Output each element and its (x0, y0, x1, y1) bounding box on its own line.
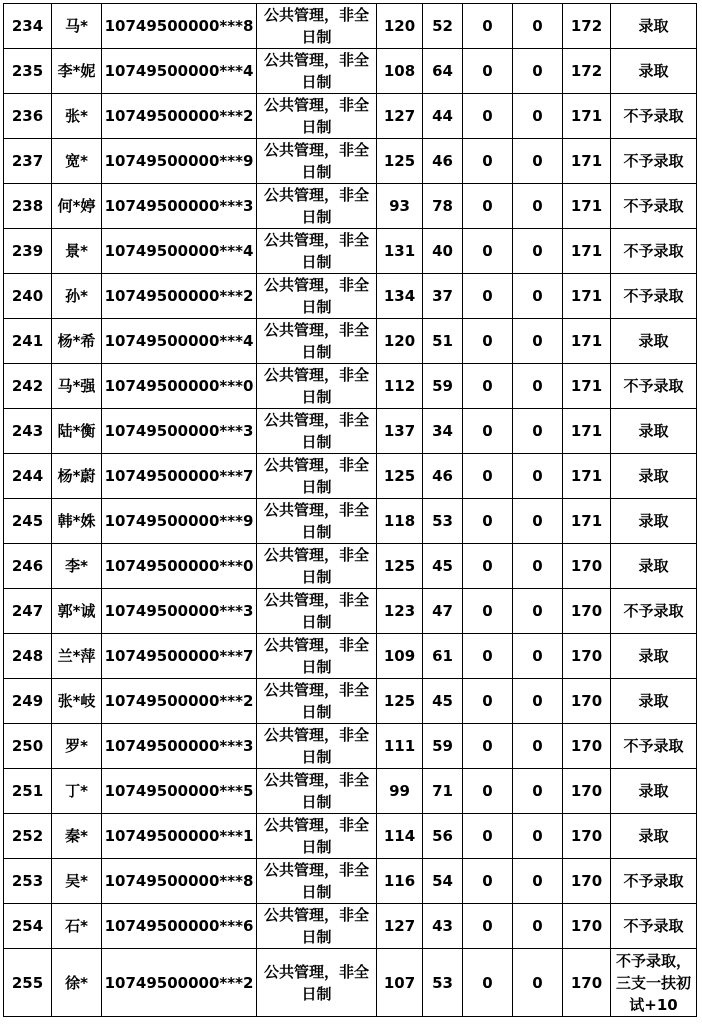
score-3-cell: 0 (463, 769, 513, 814)
admission-results-table (3, 3, 697, 1017)
score-1-cell: 107 (377, 949, 423, 1017)
candidate-name-cell: 张*岐 (52, 679, 102, 724)
admission-result-cell: 不予录取 (611, 229, 697, 274)
score-4-cell: 0 (513, 454, 563, 499)
major-cell: 公共管理，非全日制 (257, 499, 377, 544)
row-number-cell: 234 (4, 4, 52, 49)
row-number-cell: 243 (4, 409, 52, 454)
score-2-cell: 46 (423, 454, 463, 499)
table-row (4, 274, 697, 319)
score-1-cell: 123 (377, 589, 423, 634)
score-4-cell: 0 (513, 769, 563, 814)
score-2-cell: 43 (423, 904, 463, 949)
score-4-cell: 0 (513, 634, 563, 679)
candidate-name-cell: 李*妮 (52, 49, 102, 94)
admission-result-cell: 不予录取 (611, 364, 697, 409)
row-number-cell: 255 (4, 949, 52, 1017)
candidate-name-cell: 郭*诚 (52, 589, 102, 634)
candidate-id-cell: 10749500000***4 (102, 319, 257, 364)
candidate-name-cell: 秦* (52, 814, 102, 859)
table-body (4, 4, 697, 1017)
score-1-cell: 111 (377, 724, 423, 769)
candidate-name-cell: 宽* (52, 139, 102, 184)
major-cell: 公共管理，非全日制 (257, 724, 377, 769)
major-cell: 公共管理，非全日制 (257, 94, 377, 139)
candidate-id-cell: 10749500000***0 (102, 544, 257, 589)
major-cell: 公共管理，非全日制 (257, 769, 377, 814)
score-4-cell: 0 (513, 544, 563, 589)
admission-result-cell: 录取 (611, 634, 697, 679)
admission-result-cell: 不予录取，三支一扶初试+10 (611, 949, 697, 1017)
table-row (4, 589, 697, 634)
score-2-cell: 45 (423, 544, 463, 589)
admission-result-cell: 录取 (611, 544, 697, 589)
candidate-id-cell: 10749500000***8 (102, 4, 257, 49)
major-cell: 公共管理，非全日制 (257, 49, 377, 94)
score-3-cell: 0 (463, 904, 513, 949)
candidate-id-cell: 10749500000***3 (102, 409, 257, 454)
row-number-cell: 247 (4, 589, 52, 634)
total-score-cell: 171 (563, 274, 611, 319)
row-number-cell: 246 (4, 544, 52, 589)
score-1-cell: 99 (377, 769, 423, 814)
score-1-cell: 131 (377, 229, 423, 274)
candidate-name-cell: 陆*衡 (52, 409, 102, 454)
table-row (4, 544, 697, 589)
candidate-id-cell: 10749500000***8 (102, 859, 257, 904)
row-number-cell: 241 (4, 319, 52, 364)
candidate-id-cell: 10749500000***9 (102, 139, 257, 184)
admission-result-cell: 不予录取 (611, 139, 697, 184)
total-score-cell: 171 (563, 94, 611, 139)
major-cell: 公共管理，非全日制 (257, 319, 377, 364)
table-row (4, 229, 697, 274)
candidate-name-cell: 兰*萍 (52, 634, 102, 679)
score-3-cell: 0 (463, 139, 513, 184)
score-1-cell: 137 (377, 409, 423, 454)
total-score-cell: 171 (563, 184, 611, 229)
score-1-cell: 108 (377, 49, 423, 94)
major-cell: 公共管理，非全日制 (257, 589, 377, 634)
candidate-id-cell: 10749500000***7 (102, 634, 257, 679)
admission-result-cell: 录取 (611, 769, 697, 814)
score-2-cell: 40 (423, 229, 463, 274)
score-3-cell: 0 (463, 949, 513, 1017)
candidate-id-cell: 10749500000***7 (102, 454, 257, 499)
score-1-cell: 109 (377, 634, 423, 679)
score-2-cell: 59 (423, 724, 463, 769)
score-3-cell: 0 (463, 4, 513, 49)
major-cell: 公共管理，非全日制 (257, 4, 377, 49)
candidate-id-cell: 10749500000***2 (102, 94, 257, 139)
candidate-name-cell: 徐* (52, 949, 102, 1017)
major-cell: 公共管理，非全日制 (257, 814, 377, 859)
score-3-cell: 0 (463, 94, 513, 139)
score-2-cell: 45 (423, 679, 463, 724)
row-number-cell: 250 (4, 724, 52, 769)
table-row (4, 859, 697, 904)
score-1-cell: 116 (377, 859, 423, 904)
total-score-cell: 170 (563, 724, 611, 769)
admission-result-cell: 录取 (611, 319, 697, 364)
score-1-cell: 125 (377, 454, 423, 499)
score-2-cell: 51 (423, 319, 463, 364)
row-number-cell: 236 (4, 94, 52, 139)
score-3-cell: 0 (463, 589, 513, 634)
score-3-cell: 0 (463, 679, 513, 724)
row-number-cell: 235 (4, 49, 52, 94)
score-4-cell: 0 (513, 364, 563, 409)
score-2-cell: 47 (423, 589, 463, 634)
candidate-name-cell: 马* (52, 4, 102, 49)
score-2-cell: 61 (423, 634, 463, 679)
major-cell: 公共管理，非全日制 (257, 679, 377, 724)
candidate-id-cell: 10749500000***9 (102, 499, 257, 544)
score-1-cell: 118 (377, 499, 423, 544)
total-score-cell: 172 (563, 4, 611, 49)
major-cell: 公共管理，非全日制 (257, 859, 377, 904)
candidate-name-cell: 杨*蔚 (52, 454, 102, 499)
candidate-id-cell: 10749500000***2 (102, 679, 257, 724)
score-4-cell: 0 (513, 319, 563, 364)
admission-result-cell: 录取 (611, 499, 697, 544)
total-score-cell: 171 (563, 364, 611, 409)
total-score-cell: 171 (563, 139, 611, 184)
score-2-cell: 71 (423, 769, 463, 814)
admission-result-cell: 不予录取 (611, 724, 697, 769)
admission-result-cell: 录取 (611, 814, 697, 859)
total-score-cell: 171 (563, 229, 611, 274)
candidate-name-cell: 张* (52, 94, 102, 139)
score-3-cell: 0 (463, 499, 513, 544)
candidate-id-cell: 10749500000***3 (102, 184, 257, 229)
total-score-cell: 171 (563, 409, 611, 454)
candidate-id-cell: 10749500000***4 (102, 229, 257, 274)
row-number-cell: 244 (4, 454, 52, 499)
table-row (4, 49, 697, 94)
score-2-cell: 59 (423, 364, 463, 409)
total-score-cell: 171 (563, 499, 611, 544)
score-2-cell: 64 (423, 49, 463, 94)
major-cell: 公共管理，非全日制 (257, 544, 377, 589)
score-3-cell: 0 (463, 49, 513, 94)
major-cell: 公共管理，非全日制 (257, 409, 377, 454)
row-number-cell: 237 (4, 139, 52, 184)
table-row (4, 904, 697, 949)
score-1-cell: 120 (377, 4, 423, 49)
score-4-cell: 0 (513, 679, 563, 724)
total-score-cell: 170 (563, 814, 611, 859)
score-4-cell: 0 (513, 724, 563, 769)
candidate-id-cell: 10749500000***4 (102, 49, 257, 94)
table-row (4, 769, 697, 814)
major-cell: 公共管理，非全日制 (257, 274, 377, 319)
total-score-cell: 170 (563, 904, 611, 949)
score-4-cell: 0 (513, 499, 563, 544)
score-3-cell: 0 (463, 184, 513, 229)
total-score-cell: 170 (563, 859, 611, 904)
score-3-cell: 0 (463, 859, 513, 904)
table-row (4, 184, 697, 229)
score-1-cell: 112 (377, 364, 423, 409)
table-row (4, 679, 697, 724)
score-1-cell: 93 (377, 184, 423, 229)
admission-result-cell: 不予录取 (611, 904, 697, 949)
score-2-cell: 46 (423, 139, 463, 184)
row-number-cell: 238 (4, 184, 52, 229)
score-1-cell: 134 (377, 274, 423, 319)
admission-result-cell: 录取 (611, 49, 697, 94)
row-number-cell: 240 (4, 274, 52, 319)
score-2-cell: 53 (423, 499, 463, 544)
table-row (4, 409, 697, 454)
score-4-cell: 0 (513, 184, 563, 229)
major-cell: 公共管理，非全日制 (257, 139, 377, 184)
score-3-cell: 0 (463, 634, 513, 679)
candidate-id-cell: 10749500000***2 (102, 949, 257, 1017)
score-2-cell: 56 (423, 814, 463, 859)
row-number-cell: 248 (4, 634, 52, 679)
candidate-name-cell: 吴* (52, 859, 102, 904)
score-4-cell: 0 (513, 229, 563, 274)
score-3-cell: 0 (463, 364, 513, 409)
score-3-cell: 0 (463, 454, 513, 499)
score-4-cell: 0 (513, 4, 563, 49)
table-row (4, 94, 697, 139)
candidate-id-cell: 10749500000***2 (102, 274, 257, 319)
major-cell: 公共管理，非全日制 (257, 364, 377, 409)
major-cell: 公共管理，非全日制 (257, 634, 377, 679)
score-4-cell: 0 (513, 589, 563, 634)
score-1-cell: 125 (377, 679, 423, 724)
admission-result-cell: 不予录取 (611, 94, 697, 139)
score-4-cell: 0 (513, 94, 563, 139)
candidate-id-cell: 10749500000***0 (102, 364, 257, 409)
score-4-cell: 0 (513, 139, 563, 184)
row-number-cell: 252 (4, 814, 52, 859)
score-1-cell: 120 (377, 319, 423, 364)
candidate-name-cell: 罗* (52, 724, 102, 769)
table-row (4, 634, 697, 679)
score-4-cell: 0 (513, 859, 563, 904)
row-number-cell: 251 (4, 769, 52, 814)
table-row (4, 499, 697, 544)
candidate-id-cell: 10749500000***5 (102, 769, 257, 814)
row-number-cell: 245 (4, 499, 52, 544)
candidate-name-cell: 马*强 (52, 364, 102, 409)
row-number-cell: 242 (4, 364, 52, 409)
total-score-cell: 170 (563, 544, 611, 589)
total-score-cell: 170 (563, 679, 611, 724)
score-4-cell: 0 (513, 814, 563, 859)
score-1-cell: 127 (377, 904, 423, 949)
score-1-cell: 125 (377, 139, 423, 184)
major-cell: 公共管理，非全日制 (257, 904, 377, 949)
candidate-id-cell: 10749500000***3 (102, 589, 257, 634)
total-score-cell: 170 (563, 634, 611, 679)
row-number-cell: 239 (4, 229, 52, 274)
score-2-cell: 37 (423, 274, 463, 319)
total-score-cell: 170 (563, 949, 611, 1017)
score-2-cell: 54 (423, 859, 463, 904)
score-2-cell: 78 (423, 184, 463, 229)
score-3-cell: 0 (463, 319, 513, 364)
admission-result-cell: 录取 (611, 409, 697, 454)
candidate-id-cell: 10749500000***6 (102, 904, 257, 949)
total-score-cell: 172 (563, 49, 611, 94)
admission-result-cell: 不予录取 (611, 589, 697, 634)
candidate-name-cell: 孙* (52, 274, 102, 319)
candidate-name-cell: 李* (52, 544, 102, 589)
admission-result-cell: 不予录取 (611, 859, 697, 904)
score-2-cell: 52 (423, 4, 463, 49)
score-3-cell: 0 (463, 229, 513, 274)
major-cell: 公共管理，非全日制 (257, 229, 377, 274)
table-row (4, 4, 697, 49)
total-score-cell: 170 (563, 589, 611, 634)
table-row (4, 364, 697, 409)
score-1-cell: 127 (377, 94, 423, 139)
score-1-cell: 125 (377, 544, 423, 589)
admission-result-cell: 录取 (611, 454, 697, 499)
row-number-cell: 254 (4, 904, 52, 949)
row-number-cell: 253 (4, 859, 52, 904)
candidate-id-cell: 10749500000***3 (102, 724, 257, 769)
score-2-cell: 53 (423, 949, 463, 1017)
candidate-id-cell: 10749500000***1 (102, 814, 257, 859)
score-2-cell: 34 (423, 409, 463, 454)
score-4-cell: 0 (513, 904, 563, 949)
score-3-cell: 0 (463, 544, 513, 589)
score-3-cell: 0 (463, 814, 513, 859)
admission-result-cell: 录取 (611, 4, 697, 49)
score-3-cell: 0 (463, 274, 513, 319)
score-3-cell: 0 (463, 724, 513, 769)
table-row (4, 319, 697, 364)
row-number-cell: 249 (4, 679, 52, 724)
candidate-name-cell: 何*婷 (52, 184, 102, 229)
admission-result-cell: 不予录取 (611, 274, 697, 319)
score-4-cell: 0 (513, 49, 563, 94)
score-4-cell: 0 (513, 274, 563, 319)
table-row (4, 949, 697, 1017)
major-cell: 公共管理，非全日制 (257, 454, 377, 499)
score-2-cell: 44 (423, 94, 463, 139)
table-row (4, 454, 697, 499)
table-row (4, 814, 697, 859)
admission-result-cell: 不予录取 (611, 184, 697, 229)
candidate-name-cell: 景* (52, 229, 102, 274)
admission-result-cell: 录取 (611, 679, 697, 724)
score-3-cell: 0 (463, 409, 513, 454)
total-score-cell: 170 (563, 769, 611, 814)
total-score-cell: 171 (563, 454, 611, 499)
candidate-name-cell: 丁* (52, 769, 102, 814)
score-4-cell: 0 (513, 949, 563, 1017)
table-row (4, 724, 697, 769)
candidate-name-cell: 杨*希 (52, 319, 102, 364)
table-row (4, 139, 697, 184)
major-cell: 公共管理，非全日制 (257, 949, 377, 1017)
candidate-name-cell: 石* (52, 904, 102, 949)
candidate-name-cell: 韩*姝 (52, 499, 102, 544)
total-score-cell: 171 (563, 319, 611, 364)
score-4-cell: 0 (513, 409, 563, 454)
score-1-cell: 114 (377, 814, 423, 859)
major-cell: 公共管理，非全日制 (257, 184, 377, 229)
